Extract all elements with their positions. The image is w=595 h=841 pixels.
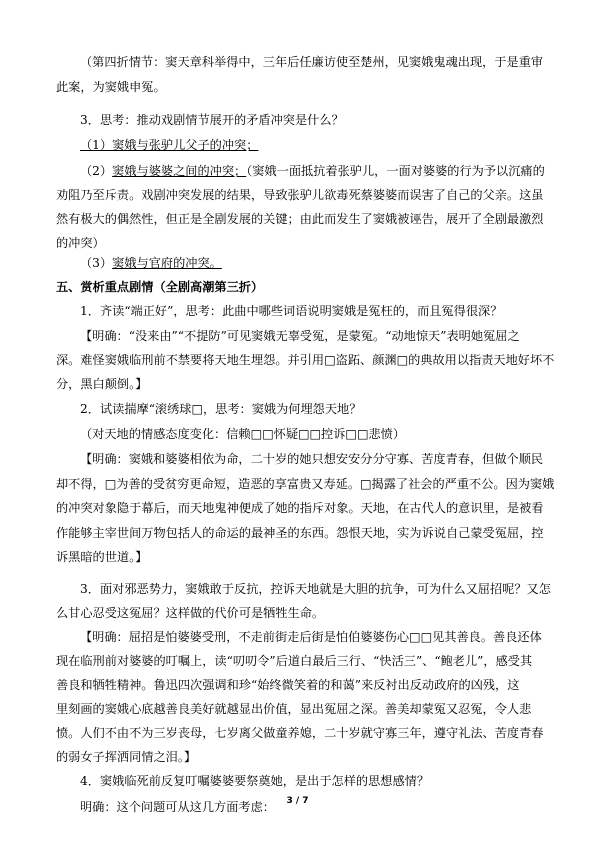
text-line: 然有极大的偶然性，但正是全剧发展的关键；由此而发生了窦娥被诬告，展开了全剧最激烈 [56, 212, 544, 226]
text-line: （2）窦娥与婆婆之间的冲突；（窦娥一面抵抗着张驴儿，一面对婆婆的行为予以沉痛的 [80, 164, 545, 178]
text-line: 五、赏析重点剧情（全剧高潮第三折） [56, 280, 264, 294]
text-line: 却不得，□为善的受贫穷更命短，造恶的享富贵又寿延。□揭露了社会的严重不公。因为窦娥 [56, 477, 555, 491]
text-line: 3．面对邪恶势力，窦娥敢于反抗，控诉天地就是大胆的抗争，可为什么又屈招呢？又怎 [80, 582, 551, 596]
text-line: （第四折情节：窦天章科举得中，三年后任廉访使至楚州，见窦娥鬼魂出现，于是重审 [80, 55, 544, 69]
text-line: 愤。人们不由不为三岁丧母，七岁离父做童养媳，二十岁就守寡三年，遵守礼法、苦度青春 [56, 726, 544, 740]
text-line: 4．窦娥临死前反复叮嘱婆婆要祭奠她，是出于怎样的思想感情？ [80, 774, 430, 788]
page-number: 3 / 7 [286, 796, 309, 806]
text-line: 的冲突对象隐于幕后，而天地鬼神便成了她的指斥对象。天地，在古代人的意识里，是被看 [56, 501, 544, 515]
text-line: （1）窦娥与张驴儿父子的冲突； [80, 138, 259, 152]
text-line: 的冲突） [56, 236, 105, 250]
text-line: 明确：这个问题可从这几方面考虑： [80, 800, 275, 814]
text-line: 此案，为窦娥申冤。 [56, 80, 166, 94]
text-line: （对天地的情感态度变化：信赖□□怀疑□□控诉□□悲愤） [80, 427, 406, 441]
text-line: 么甘心忍受这冤屈？这样做的代价可是牺牲生命。 [56, 606, 325, 620]
text-line: 现在临刑前对婆婆的叮嘱上，读“叨叨令”后道白最后三行、“快活三”、“鲍老儿”，感受其 [56, 654, 533, 668]
text-line: 分，黑白颠倒。】 [56, 377, 148, 391]
text-line: 2．试读揣摩“滚绣球□，思考：窦娥为何埋怨天地？ [80, 402, 362, 416]
text-line: 【明确：窦娥和婆婆相依为命，二十岁的她只想安安分分守寡、苦度青春，但做个顺民 [80, 452, 544, 466]
text-line: （3）窦娥与官府的冲突。 [80, 256, 222, 270]
text-line: 的弱女子挥洒同情之泪。】 [56, 750, 197, 764]
underlined-text: 窦娥与婆婆之间的冲突； [112, 164, 247, 178]
text-line: 里刻画的窦娥心底越善良美好就越显出价值，显出冤屈之深。善美却蒙冤又忍冤，令人悲 [56, 702, 532, 716]
text-line: 【明确：屈招是怕婆婆受刑，不走前街走后街是怕伯婆婆伤心□□见其善良。善良还体 [80, 630, 542, 644]
text-line: 善良和牺牲精神。鲁迅四次强调和珍“始终微笑着的和蔼”来反衬出反动政府的凶残，这 [56, 678, 520, 692]
text-line: 3．思考：推动戏剧情节展开的矛盾冲突是什么？ [80, 113, 344, 127]
underlined-text: 窦娥与官府的冲突。 [112, 256, 222, 270]
text-line: 深。难怪窦娥临刑前不禁要将天地生埋怨。并引用□盗跖、颜渊□的典故用以指责天地好坏不 [56, 353, 555, 367]
text-line: 诉黑暗的世道。】 [56, 550, 148, 564]
text-line: 1．齐读“端正好”，思考：此曲中哪些词语说明窦娥是冤枉的，而且冤得很深？ [80, 304, 503, 318]
text-line: 作能够主宰世间万物包括人的命运的最神圣的东西。怨恨天地，实为诉说自己蒙受冤屈，控 [56, 526, 544, 540]
text-line: 【明确：“没来由”“不提防”可见窦娥无辜受冤，是蒙冤。“动地惊天”表明她冤屈之 [80, 329, 520, 343]
text-line: 劝阻乃至斥责。戏剧冲突发展的结果，导致张驴儿欲毒死蔡婆婆而误害了自己的父亲。这虽 [56, 188, 544, 202]
